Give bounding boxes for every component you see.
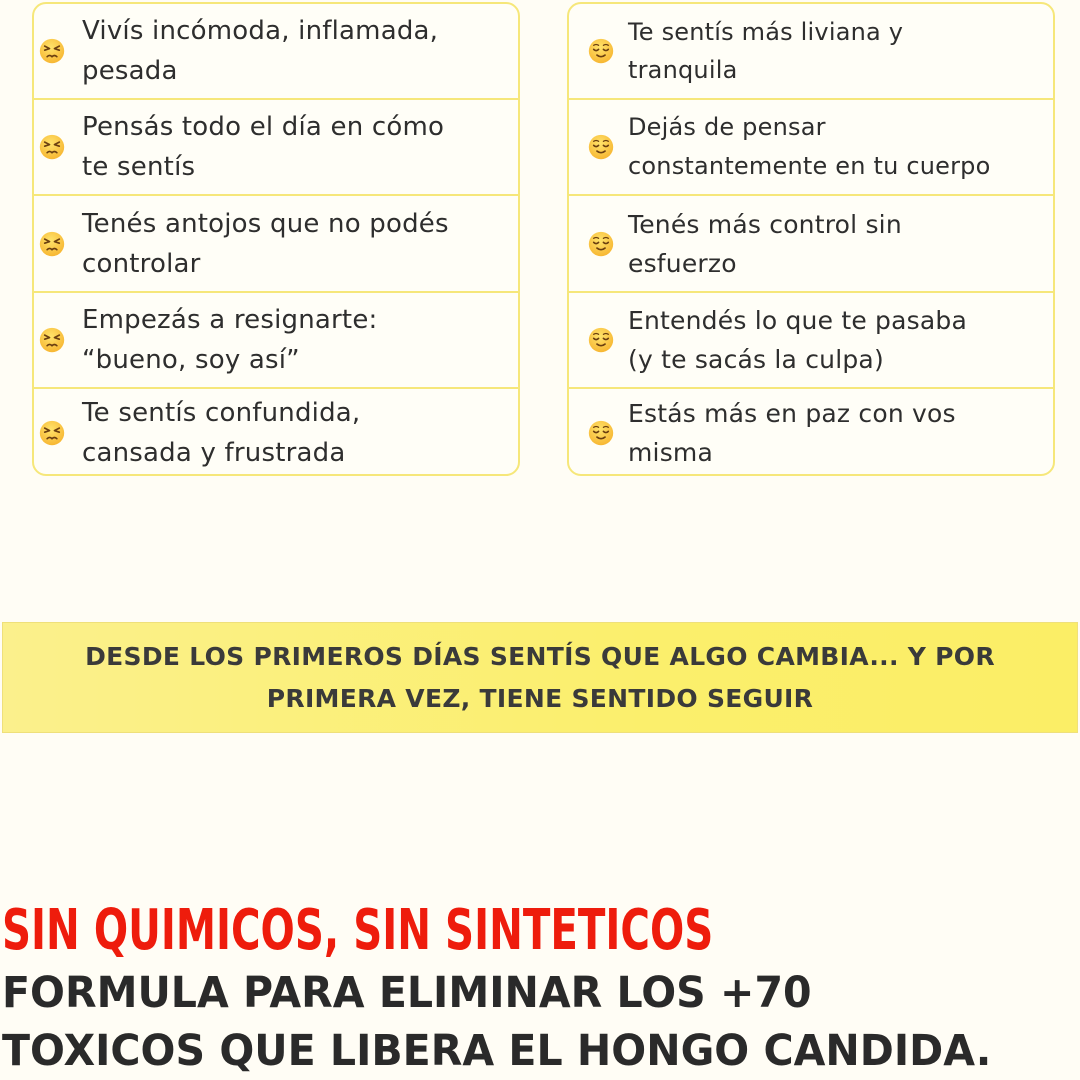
after-list-item bbox=[569, 98, 1053, 194]
before-item-text: Te sentís confundida, cansada y frustrada bbox=[82, 397, 361, 468]
after-item-text: Entendés lo que te pasaba (y te sacás la culpa) bbox=[628, 306, 967, 374]
after-item-text: Estás más en paz con vos misma bbox=[628, 398, 956, 467]
relieved-face-icon bbox=[588, 38, 614, 64]
relieved-face-icon bbox=[588, 420, 614, 446]
relieved-face-icon bbox=[588, 327, 614, 353]
persevering-face-icon bbox=[39, 231, 65, 257]
before-item-text: Empezás a resignarte: “bueno, soy así” bbox=[82, 305, 378, 375]
banner-text: DESDE LOS PRIMEROS DÍAS SENTÍS QUE ALGO CAMBIA... Y POR PRIMERA VEZ, TIENE SENTIDO SEGUIR bbox=[85, 641, 995, 713]
after-list-item bbox=[569, 387, 1053, 476]
after-list-item bbox=[569, 194, 1053, 291]
before-list-item bbox=[34, 4, 518, 98]
before-item-text: Vivís incómoda, inflamada, pesada bbox=[82, 16, 439, 86]
after-list-item bbox=[569, 291, 1053, 387]
before-list-item bbox=[34, 387, 518, 476]
before-list-item bbox=[34, 98, 518, 194]
after-item-text: Te sentís más liviana y tranquila bbox=[628, 18, 904, 84]
before-item-text: Tenés antojos que no podés controlar bbox=[82, 208, 449, 279]
persevering-face-icon bbox=[39, 38, 65, 64]
persevering-face-icon bbox=[39, 420, 65, 446]
relieved-face-icon bbox=[588, 231, 614, 257]
headline-dark: FORMULA PARA ELIMINAR LOS +70 TOXICOS QUE LIBERA EL HONGO CANDIDA. bbox=[2, 968, 992, 1076]
before-list-item bbox=[34, 194, 518, 291]
before-list-item bbox=[34, 291, 518, 387]
before-item-text: Pensás todo el día en cómo te sentís bbox=[82, 112, 445, 182]
after-list-card bbox=[567, 2, 1055, 476]
persevering-face-icon bbox=[39, 327, 65, 353]
after-item-text: Tenés más control sin esfuerzo bbox=[628, 209, 902, 278]
after-item-text: Dejás de pensar constantemente en tu cuerpo bbox=[628, 113, 991, 180]
highlight-banner bbox=[2, 622, 1078, 733]
after-list-item bbox=[569, 4, 1053, 98]
before-list-card bbox=[32, 2, 520, 476]
relieved-face-icon bbox=[588, 134, 614, 160]
headline-red: SIN QUIMICOS, SIN SINTETICOS bbox=[2, 898, 714, 963]
persevering-face-icon bbox=[39, 134, 65, 160]
